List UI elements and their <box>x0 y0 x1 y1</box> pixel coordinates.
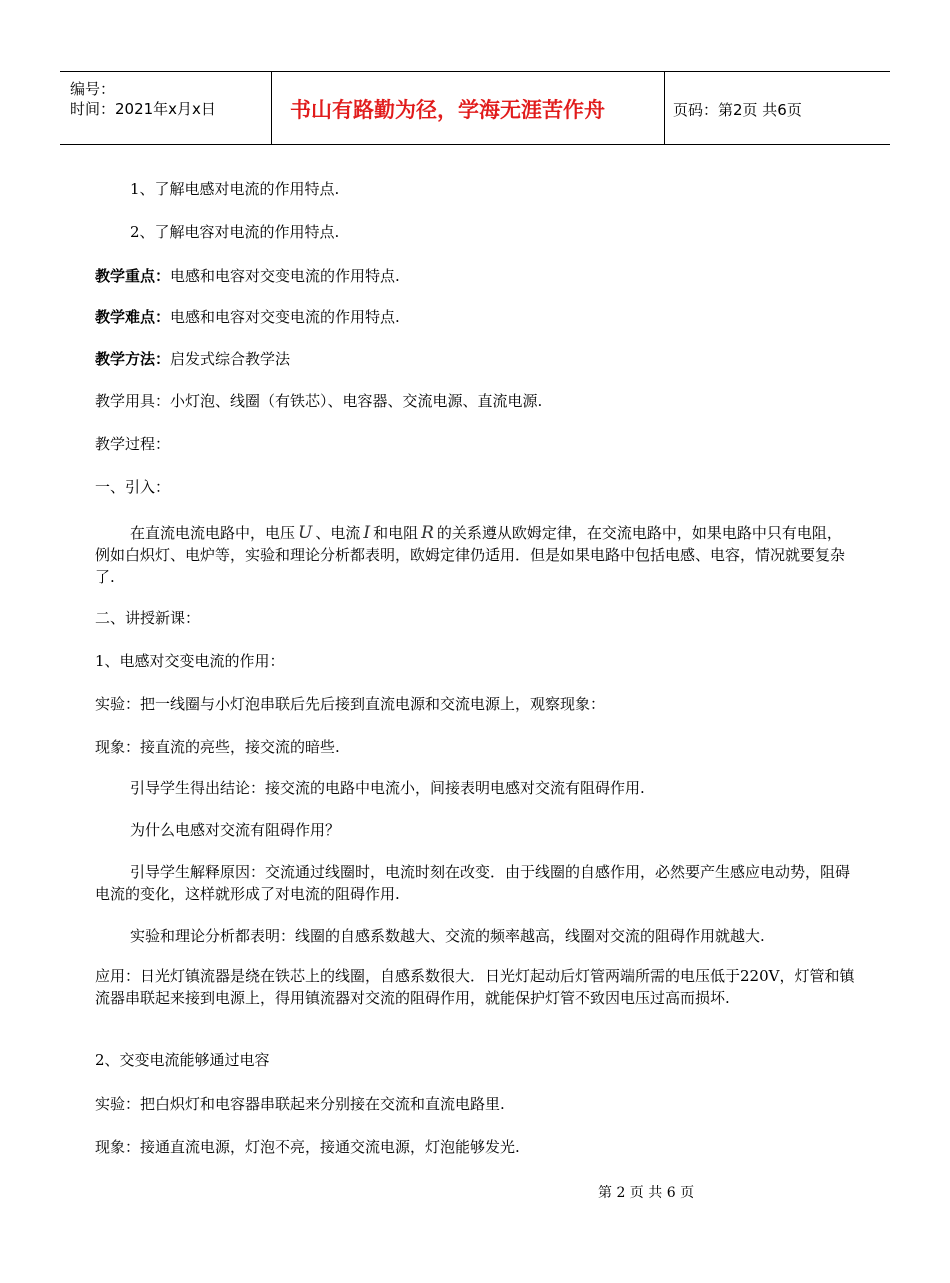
section-intro-heading: 一、引入： <box>95 478 171 496</box>
key-points-text: 电感和电容对交变电流的作用特点. <box>170 267 400 285</box>
teaching-method-text: 启发式综合教学法 <box>170 350 291 368</box>
page-footer: 第 2 页 共 6 页 <box>598 1185 695 1201</box>
guide-2: 引导学生解释原因：交流通过线圈时，电流时刻在改变．由于线圈的自感作用，必然要产生感应电动势，阻碍电流的变化，这样就形成了对电流的阻碍作用. <box>95 863 851 903</box>
var-i: I <box>363 523 371 543</box>
header-divider <box>664 72 665 144</box>
key-points <box>95 265 855 287</box>
intro-text-b: 、电流 <box>315 524 361 542</box>
phenomenon-1: 现象：接直流的亮些，接交流的暗些. <box>95 738 340 756</box>
guide-1: 引导学生得出结论：接交流的电路中电流小，间接表明电感对交流有阻碍作用. <box>130 779 645 797</box>
difficult-points-text: 电感和电容对交变电流的作用特点. <box>170 308 400 326</box>
var-r: R <box>421 523 434 543</box>
difficult-points-label: 教学难点： <box>95 308 171 326</box>
teaching-process: 教学过程： <box>95 435 171 453</box>
application-1: 应用：日光灯镇流器是绕在铁芯上的线圈，自感系数很大．日光灯起动后灯管两端所需的电压低于220V，灯管和镇流器串联起来接到电源上，得用镇流器对交流的阻碍作用，就能保护灯管不致因电压过高而损坏. <box>95 967 855 1007</box>
header-page-label: 页码：第2页 共6页 <box>673 101 802 119</box>
phenomenon-2: 现象：接通直流电源，灯泡不亮，接通交流电源，灯泡能够发光. <box>95 1138 520 1156</box>
goal-2: 2、了解电容对电流的作用特点. <box>130 223 340 241</box>
intro-text-d: 的关系遵从欧姆定律，在交流电路中，如果电路中只有电阻，例如白炽灯、电炉等，实验和理论分析都表明，欧姆定律仍适用．但是如果电路中包括电感、电容，情况就要复杂了. <box>95 524 846 586</box>
teaching-method <box>95 348 855 370</box>
page-header <box>60 71 890 145</box>
teaching-method-label: 教学方法： <box>95 350 171 368</box>
section-1-heading: 1、电感对交变电流的作用： <box>95 652 285 670</box>
section-2-heading: 2、交变电流能够通过电容 <box>95 1051 270 1069</box>
result-1: 实验和理论分析都表明：线圈的自感系数越大、交流的频率越高，线圈对交流的阻碍作用就越大. <box>130 927 765 945</box>
difficult-points <box>95 306 855 328</box>
header-number-label: 编号： <box>70 80 116 98</box>
var-u: U <box>298 523 313 543</box>
header-time-label: 时间：2021年x月x日 <box>70 100 216 118</box>
header-divider <box>271 72 272 144</box>
intro-paragraph <box>95 522 855 588</box>
intro-text-c: 和电阻 <box>373 524 419 542</box>
key-points-label: 教学重点： <box>95 267 171 285</box>
section-new-lesson-heading: 二、讲授新课： <box>95 609 201 627</box>
intro-text-a: 在直流电流电路中，电压 <box>130 524 296 542</box>
teaching-tools: 教学用具：小灯泡、线圈（有铁芯）、电容器、交流电源、直流电源. <box>95 392 543 410</box>
question-why: 为什么电感对交流有阻碍作用？ <box>130 821 341 839</box>
header-motto: 书山有路勤为径，学海无涯苦作舟 <box>290 98 605 122</box>
goal-1: 1、了解电感对电流的作用特点. <box>130 180 340 198</box>
experiment-2: 实验：把白炽灯和电容器串联起来分别接在交流和直流电路里. <box>95 1095 505 1113</box>
experiment-1: 实验：把一线圈与小灯泡串联后先后接到直流电源和交流电源上，观察现象： <box>95 695 606 713</box>
